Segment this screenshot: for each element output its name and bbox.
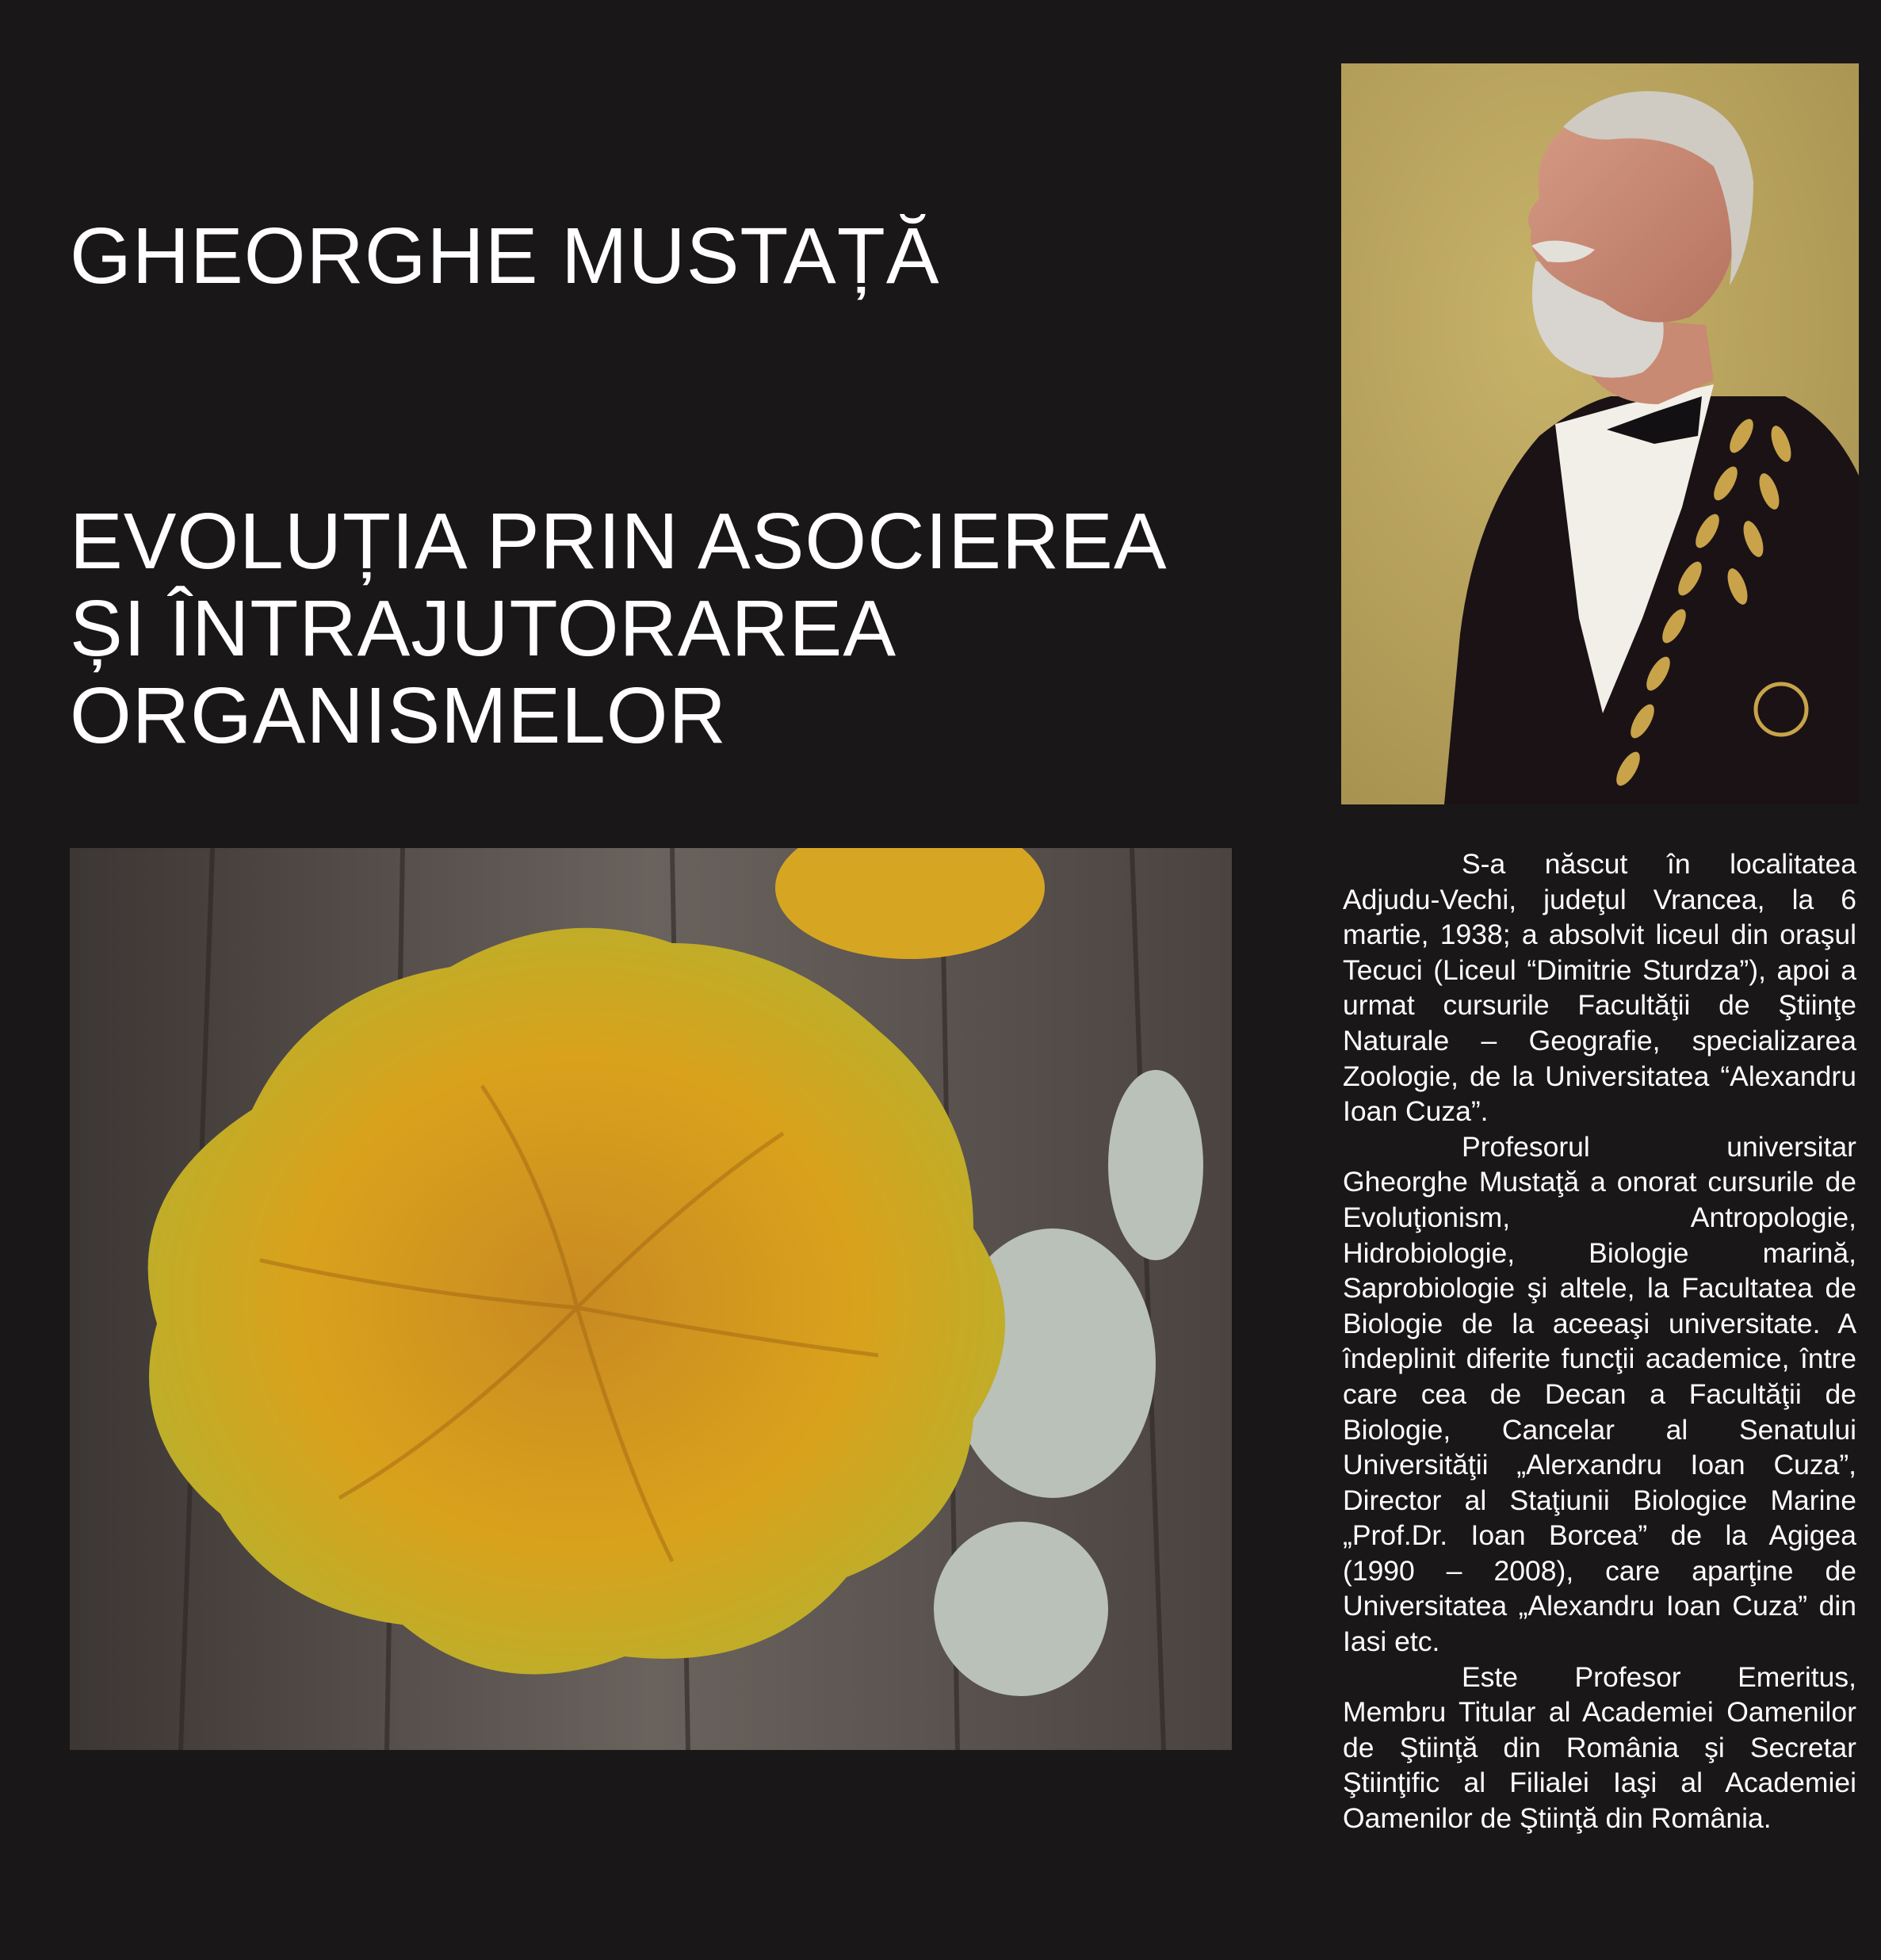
book-title-line-1: EVOLUȚIA PRIN ASOCIEREA xyxy=(70,497,1168,586)
biography-paragraph: Profesorul universitar Gheorghe Mustaţă a onorat cursurile de Evoluţionism, Antropologie, Hidrobiologie, Biologie marină, Saprobiologie şi altele, la Facultatea de Biologie de la aceeaşi universitate. A îndeplinit diferite funcţii academice, între care cea de Decan a Facultăţii de Biologie, Cancelar al Senatului Universităţii „Alerxandru Ioan Cuza”, Director al Staţiunii Biologice Marine „Prof.Dr. Ioan Borcea” de la Agigea (1990 – 2008), care aparţine de Universitatea „Alexandru Ioan Cuza” din Iasi etc. xyxy=(1343,1130,1856,1658)
biography-paragraph: Este Profesor Emeritus, Membru Titular al Academiei Oamenilor de Ştiinţă din România şi Secretar Ştiinţific al Filialei Iaşi al Academiei Oamenilor de Ştiinţă din România. xyxy=(1343,1660,1856,1835)
author-name: GHEORGHE MUSTAȚĂ xyxy=(70,212,940,300)
lichen-photo xyxy=(70,848,1232,1750)
book-title-line-2: ȘI ÎNTRAJUTORAREA xyxy=(70,584,897,673)
portrait-illustration xyxy=(1341,63,1859,804)
author-portrait-photo xyxy=(1341,63,1859,804)
book-title-line-3: ORGANISMELOR xyxy=(70,671,727,760)
lichen-illustration xyxy=(70,848,1232,1750)
book-title xyxy=(70,498,1168,759)
author-biography xyxy=(1343,846,1856,1836)
biography-paragraph: S-a născut în localitatea Adjudu-Vechi, judeţul Vrancea, la 6 martie, 1938; a absolvit liceul din oraşul Tecuci (Liceul “Dimitrie Sturdza”), apoi a urmat cursurile Facultăţii de Ştiinţe Naturale – Geografie, specializarea Zoologie, de la Universitatea “Alexandru Ioan Cuza”. xyxy=(1343,848,1856,1128)
